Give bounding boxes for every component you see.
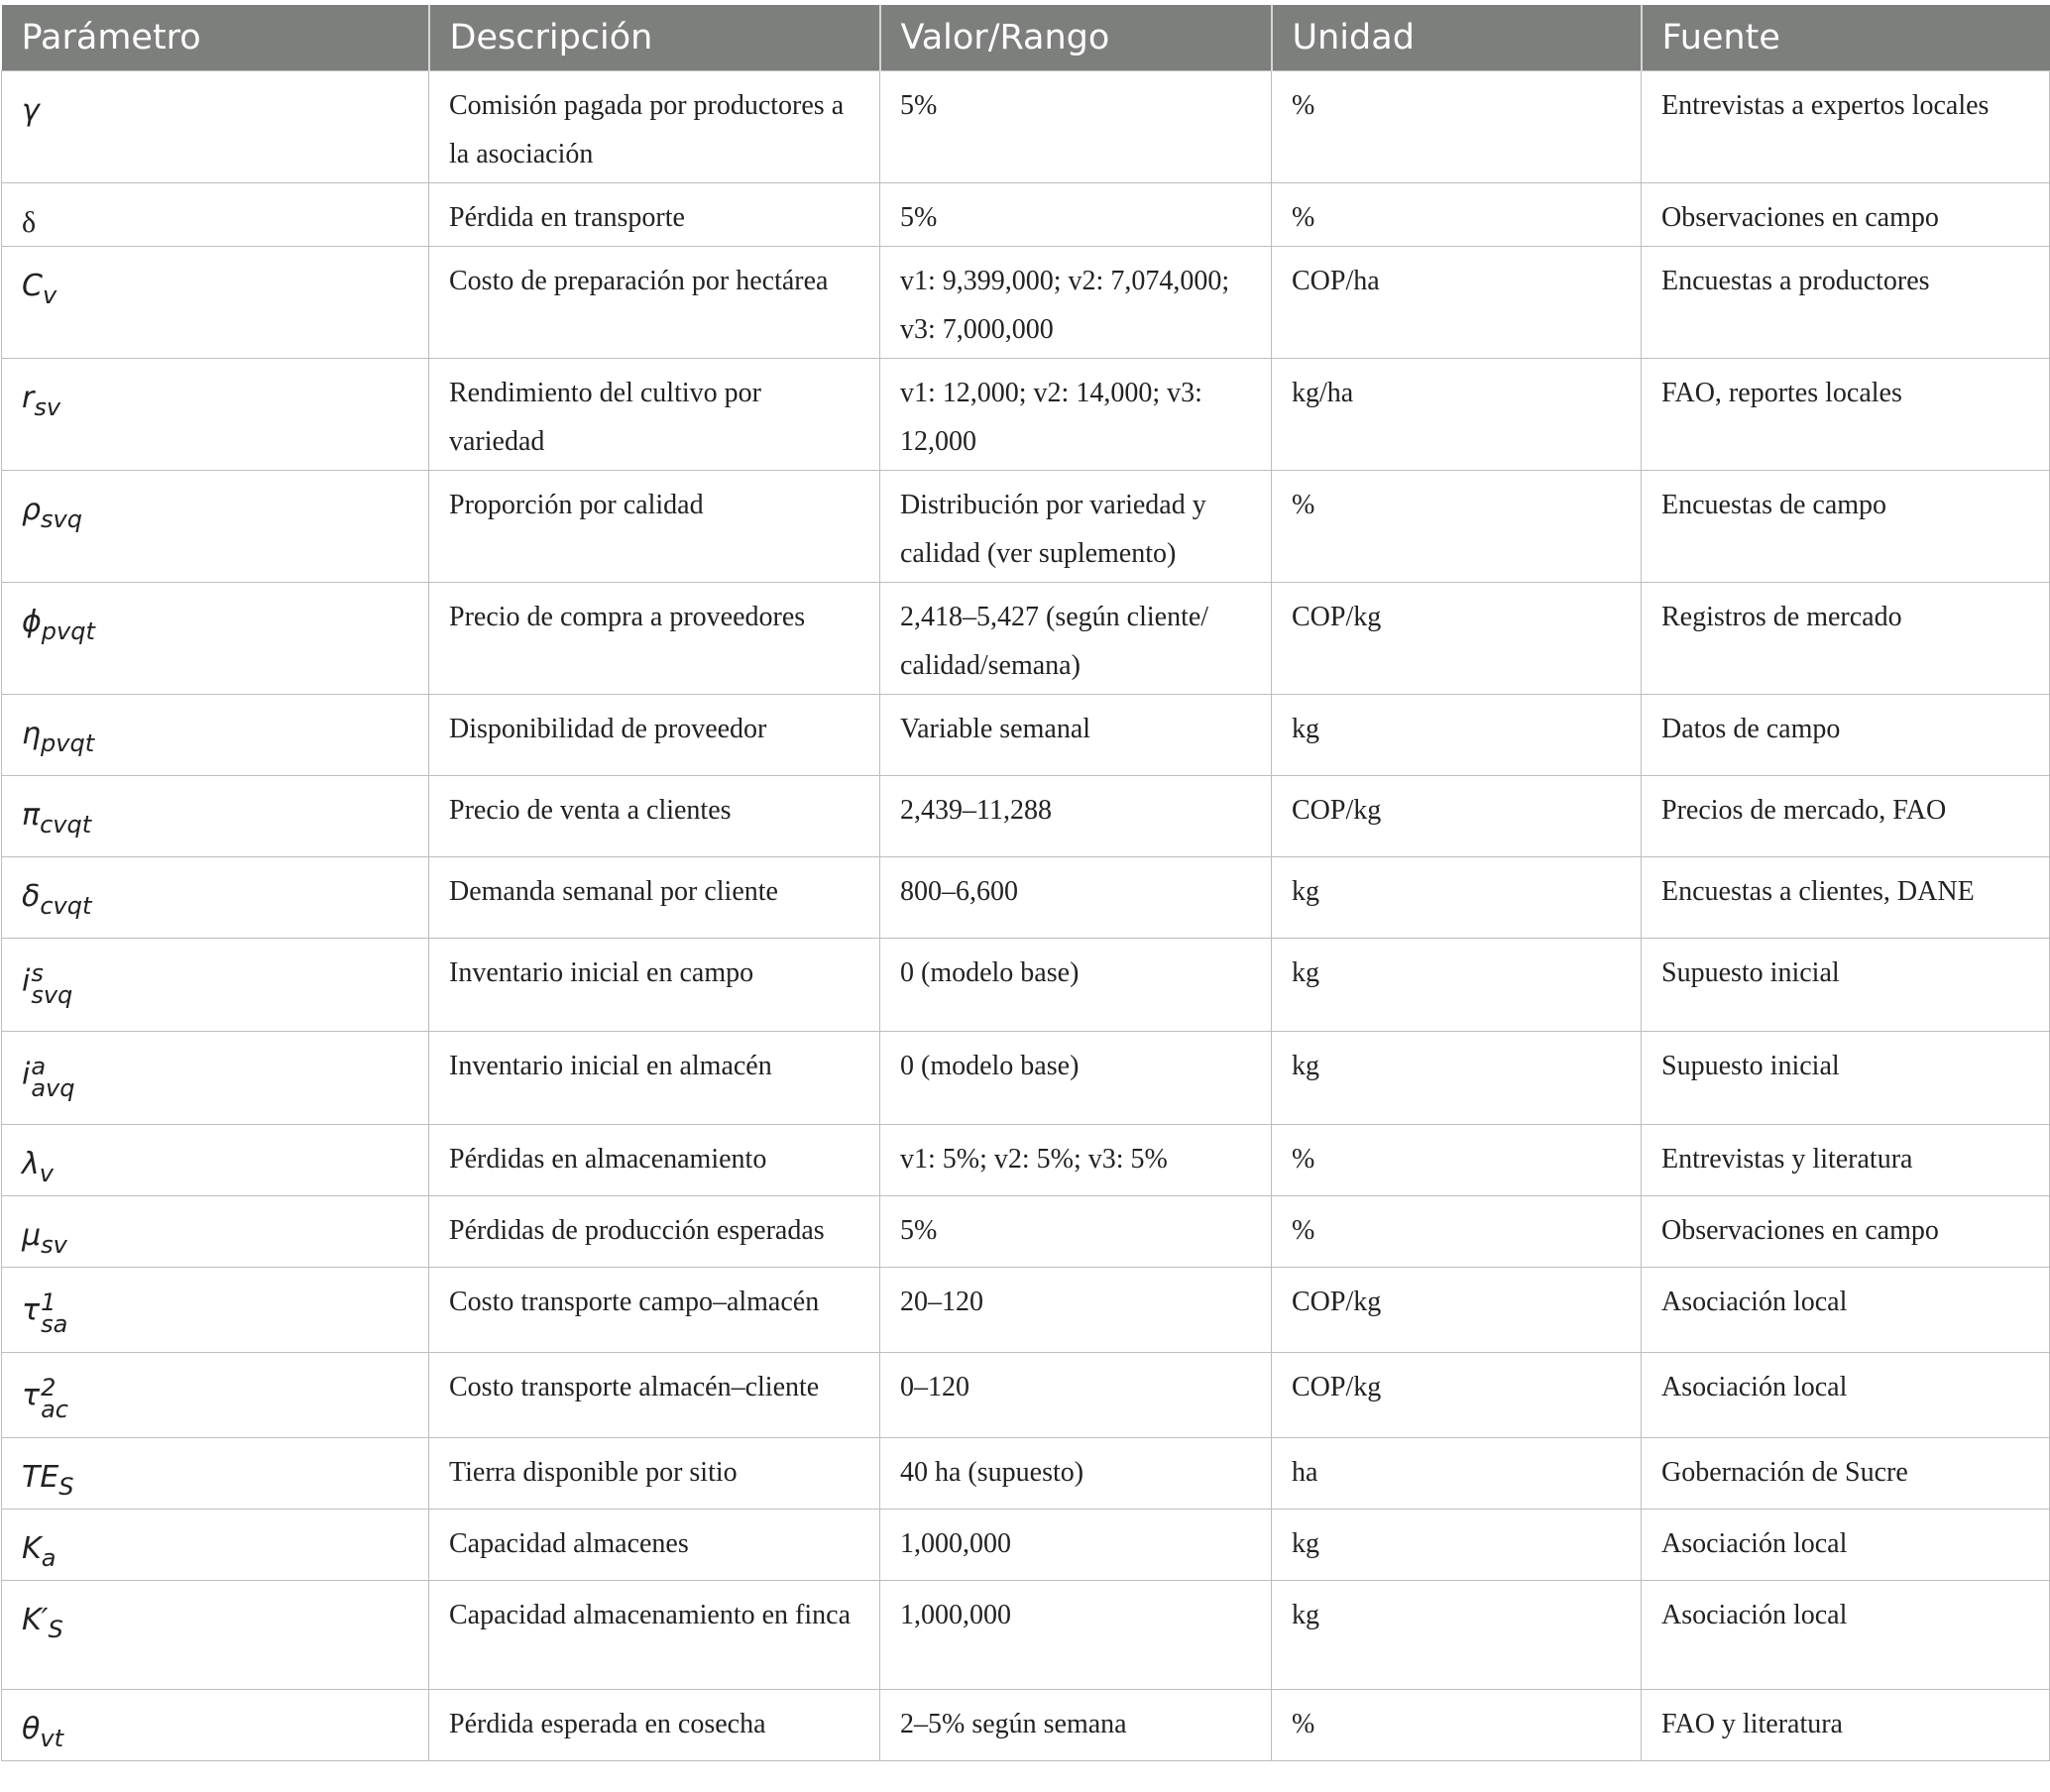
table-row (2, 359, 2050, 471)
param-subscript: svq (31, 981, 73, 1009)
param-value: 0 (modelo base) (880, 1032, 1272, 1125)
param-source: FAO, reportes locales (1642, 359, 2050, 471)
param-base: θ (22, 1712, 41, 1746)
table-row (2, 1196, 2050, 1268)
param-subscript: svq (41, 505, 82, 533)
param-description: Precio de venta a clientes (429, 776, 880, 857)
param-base: i (22, 963, 31, 999)
param-subscript: pvqt (41, 729, 95, 757)
param-unit: ha (1272, 1438, 1642, 1510)
param-symbol (2, 1196, 429, 1268)
param-subscript: sa (41, 1310, 68, 1338)
table-row (2, 1353, 2050, 1438)
param-subscript: v (42, 281, 57, 309)
param-description: Capacidad almacenes (429, 1510, 880, 1581)
param-value: 0 (modelo base) (880, 939, 1272, 1032)
param-symbol (2, 1268, 429, 1353)
param-description: Precio de compra a proveedores (429, 583, 880, 695)
param-value: 5% (880, 71, 1272, 183)
param-description: Comisión pagada por productores a la asociación (429, 71, 880, 183)
param-value: 20–120 (880, 1268, 1272, 1353)
param-unit: % (1272, 1196, 1642, 1268)
param-subscript: cvqt (40, 811, 92, 839)
param-base: δ (22, 206, 37, 239)
param-description: Costo de preparación por hectárea (429, 247, 880, 359)
parameter-table (1, 5, 2050, 1761)
param-unit: kg (1272, 939, 1642, 1032)
param-symbol (2, 776, 429, 857)
param-symbol (2, 71, 429, 183)
param-source: Asociación local (1642, 1353, 2050, 1438)
param-unit: kg (1272, 857, 1642, 939)
param-symbol (2, 247, 429, 359)
param-description: Costo transporte campo–almacén (429, 1268, 880, 1353)
param-source: Registros de mercado (1642, 583, 2050, 695)
param-symbol (2, 1125, 429, 1196)
table-row (2, 247, 2050, 359)
param-base: δ (22, 879, 41, 914)
param-unit: % (1272, 183, 1642, 247)
param-script-stack (31, 959, 73, 1009)
param-source: Asociación local (1642, 1268, 2050, 1353)
param-script-stack (31, 1053, 75, 1102)
param-source: Observaciones en campo (1642, 183, 2050, 247)
header-fuente: Fuente (1642, 5, 2050, 71)
param-unit: kg (1272, 1581, 1642, 1690)
param-subscript: sv (41, 1231, 67, 1259)
param-description: Capacidad almacenamiento en finca (429, 1581, 880, 1690)
param-symbol (2, 471, 429, 583)
header-parametro: Parámetro (2, 5, 429, 71)
param-value: 2,439–11,288 (880, 776, 1272, 857)
param-base: TE (22, 1460, 59, 1495)
param-symbol (2, 1510, 429, 1581)
param-unit: COP/kg (1272, 1353, 1642, 1438)
param-description: Costo transporte almacén–cliente (429, 1353, 880, 1438)
table-row (2, 1125, 2050, 1196)
param-superscript: 2 (41, 1374, 57, 1401)
param-value: 2,418–5,427 (según cliente/ calidad/semana) (880, 583, 1272, 695)
param-description: Pérdidas en almacenamiento (429, 1125, 880, 1196)
param-subscript: pvqt (41, 617, 95, 645)
param-symbol (2, 1690, 429, 1761)
param-base: τ (22, 1378, 41, 1413)
param-script-stack (41, 1374, 68, 1423)
param-unit: COP/kg (1272, 1268, 1642, 1353)
table-row (2, 471, 2050, 583)
param-source: Entrevistas y literatura (1642, 1125, 2050, 1196)
param-subscript: S (48, 1616, 63, 1643)
param-symbol (2, 1032, 429, 1125)
param-source: Datos de campo (1642, 695, 2050, 776)
param-description: Pérdida en transporte (429, 183, 880, 247)
param-description: Pérdidas de producción esperadas (429, 1196, 880, 1268)
param-value: v1: 9,399,000; v2: 7,074,000; v3: 7,000,000 (880, 247, 1272, 359)
param-subscript: avq (31, 1074, 75, 1102)
param-value: 1,000,000 (880, 1510, 1272, 1581)
table-row (2, 939, 2050, 1032)
param-unit: COP/kg (1272, 583, 1642, 695)
param-subscript: a (41, 1544, 57, 1572)
param-subscript: v (39, 1160, 54, 1187)
param-source: Asociación local (1642, 1581, 2050, 1690)
table-row (2, 776, 2050, 857)
param-source: Encuestas a clientes, DANE (1642, 857, 2050, 939)
header-unidad: Unidad (1272, 5, 1642, 71)
table-row (2, 1581, 2050, 1690)
param-source: Gobernación de Sucre (1642, 1438, 2050, 1510)
param-unit: COP/kg (1272, 776, 1642, 857)
param-description: Pérdida esperada en cosecha (429, 1690, 880, 1761)
param-base: γ (22, 93, 40, 128)
param-script-stack (41, 1288, 68, 1338)
param-base: i (22, 1057, 31, 1092)
param-description: Proporción por calidad (429, 471, 880, 583)
param-base: ρ (22, 493, 42, 527)
param-base: μ (22, 1218, 42, 1253)
param-base: r (22, 381, 35, 415)
param-source: Asociación local (1642, 1510, 2050, 1581)
param-symbol (2, 939, 429, 1032)
param-base: K′ (22, 1603, 49, 1637)
param-superscript: 1 (41, 1288, 57, 1316)
param-symbol (2, 583, 429, 695)
table-row (2, 1032, 2050, 1125)
param-value: v1: 12,000; v2: 14,000; v3: 12,000 (880, 359, 1272, 471)
param-unit: kg (1272, 1510, 1642, 1581)
param-description: Rendimiento del cultivo por variedad (429, 359, 880, 471)
header-descripcion: Descripción (429, 5, 880, 71)
param-value: v1: 5%; v2: 5%; v3: 5% (880, 1125, 1272, 1196)
param-symbol (2, 695, 429, 776)
table-row (2, 857, 2050, 939)
param-value: Variable semanal (880, 695, 1272, 776)
param-description: Disponibilidad de proveedor (429, 695, 880, 776)
param-value: 5% (880, 1196, 1272, 1268)
param-unit: kg (1272, 1032, 1642, 1125)
param-value: 2–5% según semana (880, 1690, 1272, 1761)
param-superscript: a (31, 1053, 47, 1080)
param-value: 800–6,600 (880, 857, 1272, 939)
param-unit: kg/ha (1272, 359, 1642, 471)
param-value: 5% (880, 183, 1272, 247)
param-base: C (22, 269, 43, 303)
param-subscript: cvqt (40, 892, 92, 920)
param-value: Distribución por variedad y calidad (ver suplemento) (880, 471, 1272, 583)
param-base: ϕ (22, 605, 42, 639)
table-row (2, 183, 2050, 247)
param-description: Demanda semanal por cliente (429, 857, 880, 939)
param-symbol (2, 1581, 429, 1690)
param-base: λ (22, 1147, 40, 1181)
param-unit: % (1272, 1690, 1642, 1761)
param-source: Precios de mercado, FAO (1642, 776, 2050, 857)
param-unit: kg (1272, 695, 1642, 776)
param-symbol (2, 1353, 429, 1438)
param-unit: % (1272, 71, 1642, 183)
param-source: FAO y literatura (1642, 1690, 2050, 1761)
table-row (2, 1690, 2050, 1761)
param-source: Supuesto inicial (1642, 1032, 2050, 1125)
param-unit: COP/ha (1272, 247, 1642, 359)
param-symbol (2, 857, 429, 939)
header-row (2, 5, 2050, 71)
param-base: π (22, 798, 41, 833)
table-row (2, 1268, 2050, 1353)
param-subscript: vt (40, 1725, 63, 1752)
param-subscript: S (58, 1473, 74, 1501)
table-row (2, 71, 2050, 183)
param-symbol (2, 1438, 429, 1510)
param-description: Inventario inicial en almacén (429, 1032, 880, 1125)
param-symbol (2, 183, 429, 247)
param-source: Entrevistas a expertos locales (1642, 71, 2050, 183)
param-description: Inventario inicial en campo (429, 939, 880, 1032)
param-source: Observaciones en campo (1642, 1196, 2050, 1268)
table-row (2, 1438, 2050, 1510)
param-source: Supuesto inicial (1642, 939, 2050, 1032)
param-base: τ (22, 1292, 41, 1328)
table-row (2, 695, 2050, 776)
param-base: K (22, 1531, 42, 1566)
param-subscript: sv (34, 393, 61, 421)
param-source: Encuestas de campo (1642, 471, 2050, 583)
param-value: 40 ha (supuesto) (880, 1438, 1272, 1510)
param-symbol (2, 359, 429, 471)
param-base: η (22, 717, 42, 751)
param-source: Encuestas a productores (1642, 247, 2050, 359)
table-row (2, 583, 2050, 695)
param-description: Tierra disponible por sitio (429, 1438, 880, 1510)
param-unit: % (1272, 1125, 1642, 1196)
param-superscript: s (31, 959, 44, 987)
param-subscript: ac (41, 1396, 68, 1423)
param-unit: % (1272, 471, 1642, 583)
param-value: 1,000,000 (880, 1581, 1272, 1690)
param-value: 0–120 (880, 1353, 1272, 1438)
header-valor-rango: Valor/Rango (880, 5, 1272, 71)
table-row (2, 1510, 2050, 1581)
